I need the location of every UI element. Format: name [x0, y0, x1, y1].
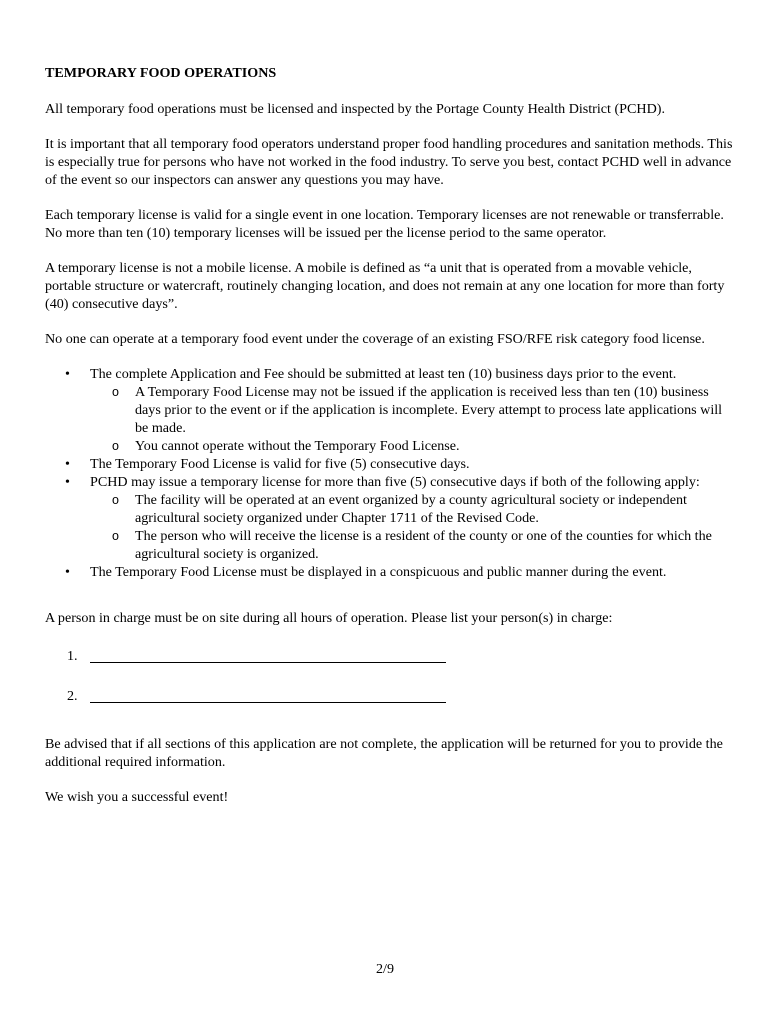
requirements-list [45, 365, 735, 581]
list-item [45, 473, 735, 563]
license-validity-paragraph: Each temporary license is valid for a single event in one location. Temporary licenses are not renewable or transferrable. No more than ten (10) temporary licenses will be issued per the license period to the same operator. [45, 207, 724, 241]
person-in-charge-row-2 [45, 687, 735, 705]
person-in-charge-row-1 [45, 647, 735, 665]
bullet-icon: • [65, 564, 70, 580]
sub-bullet-icon: o [112, 439, 119, 453]
advisory-paragraph: Be advised that if all sections of this application are not complete, the application will be returned for you to provide the additional required information. [45, 736, 723, 770]
document-content [45, 64, 735, 823]
sub-bullet-icon: o [112, 529, 119, 543]
bullet-icon: • [65, 456, 70, 472]
bullet-icon: • [65, 474, 70, 490]
sub-bullet-icon: o [112, 385, 119, 399]
bullet-icon: • [65, 366, 70, 382]
person-number: 1. [67, 648, 78, 664]
person-in-charge-prompt: A person in charge must be on site during all hours of operation. Please list your person(s) in charge: [45, 610, 613, 626]
list-item-text: The Temporary Food License must be displayed in a conspicuous and public manner during the event. [90, 564, 667, 580]
sub-list-item [90, 491, 735, 527]
sub-list-item-text: The person who will receive the license is a resident of the county or one of the counties for which the agricultural society is organized. [135, 528, 712, 562]
list-item [45, 455, 735, 473]
page-number: 2/9 [375, 961, 394, 977]
page-title: TEMPORARY FOOD OPERATIONS [45, 65, 277, 81]
sub-list [90, 491, 735, 563]
list-item-text: PCHD may issue a temporary license for more than five (5) consecutive days if both of the following apply: [90, 474, 700, 490]
sub-bullet-icon: o [112, 493, 119, 507]
intro-paragraph: All temporary food operations must be licensed and inspected by the Portage County Health District (PCHD). [45, 101, 665, 117]
person-in-charge-field-2[interactable] [90, 702, 446, 703]
sub-list-item-text: The facility will be operated at an event organized by a county agricultural society or independent agricultural society organized under Chapter 1711 of the Revised Code. [135, 492, 687, 526]
person-number: 2. [67, 688, 78, 704]
sub-list-item-text: A Temporary Food License may not be issued if the application is received less than ten (10) business days prior to the event or if the application is incomplete. Every attempt to process late applications will be made. [135, 384, 723, 436]
list-item [45, 563, 735, 581]
person-in-charge-field-1[interactable] [90, 662, 446, 663]
mobile-definition-paragraph: A temporary license is not a mobile license. A mobile is defined as “a unit that is operated from a movable vehicle, portable structure or watercraft, routinely changing location, and does not remain at any one location for more than forty (40) consecutive days”. [45, 260, 725, 312]
list-item [45, 365, 735, 455]
sub-list-item-text: You cannot operate without the Temporary Food License. [135, 438, 460, 454]
coverage-paragraph: No one can operate at a temporary food event under the coverage of an existing FSO/RFE risk category food license. [45, 331, 705, 347]
sub-list-item [90, 383, 735, 437]
closing-wish: We wish you a successful event! [45, 789, 229, 805]
sub-list [90, 383, 735, 455]
sub-list-item [90, 527, 735, 563]
list-item-text: The Temporary Food License is valid for five (5) consecutive days. [90, 456, 470, 472]
handling-paragraph: It is important that all temporary food operators understand proper food handling procedures and sanitation methods. This is especially true for persons who have not worked in the food industry. To serve you best, contact PCHD well in advance of the event so our inspectors can answer any questions you may have. [45, 136, 733, 188]
list-item-text: The complete Application and Fee should be submitted at least ten (10) business days prior to the event. [90, 366, 677, 382]
sub-list-item [90, 437, 735, 455]
